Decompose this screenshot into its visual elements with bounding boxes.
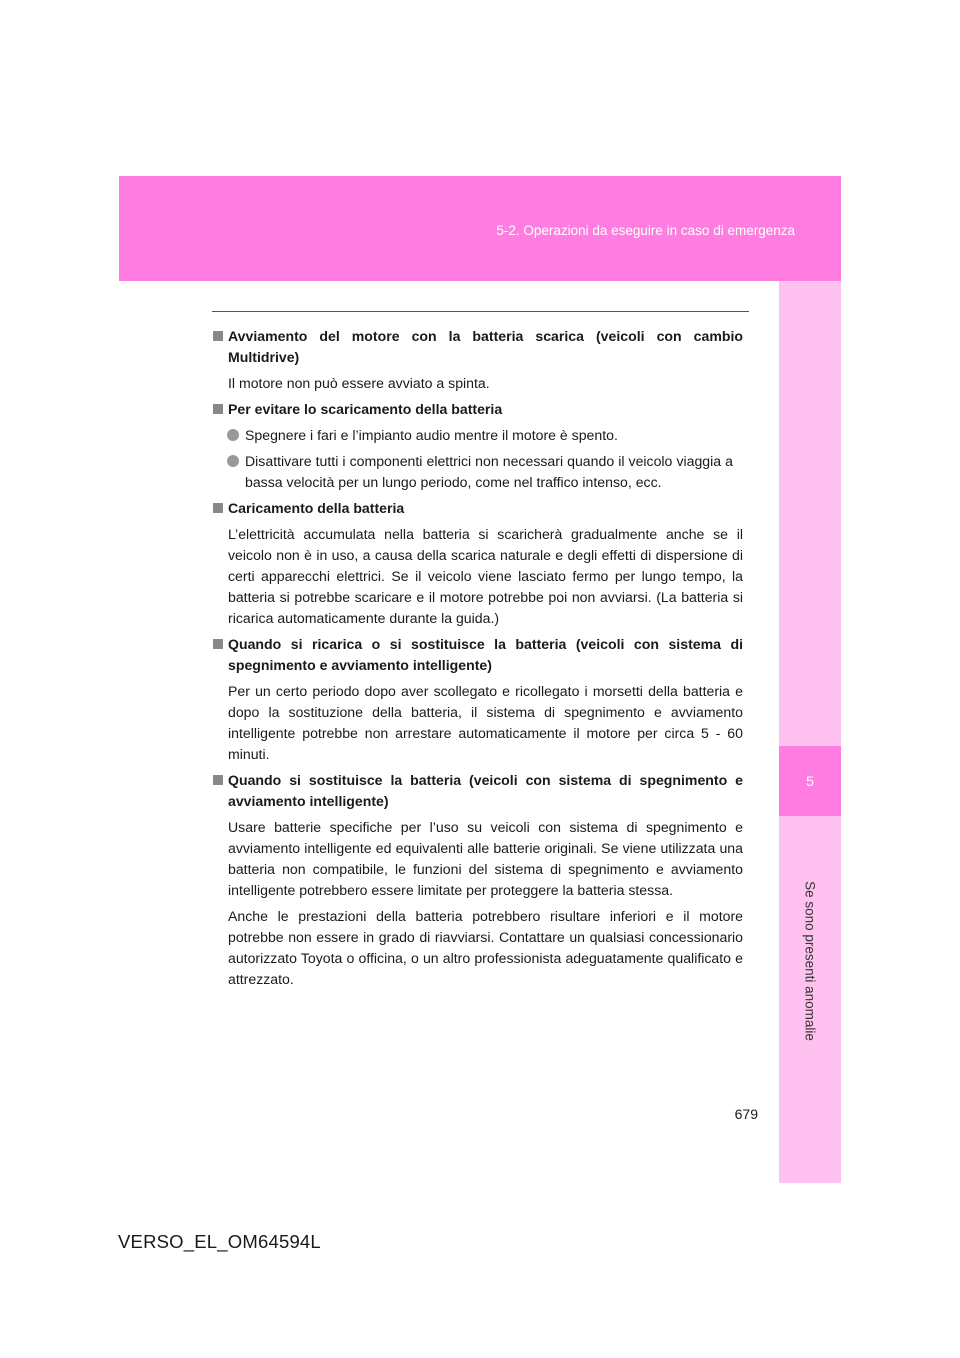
- page-number: 679: [734, 1106, 758, 1122]
- section-heading: [212, 326, 743, 368]
- chapter-title: Se sono presenti anomalie: [802, 881, 818, 1041]
- chapter-side-strip: [779, 281, 841, 1183]
- chapter-number: 5: [806, 773, 814, 789]
- chapter-tab[interactable]: [779, 746, 841, 816]
- body-paragraph: Anche le prestazioni della batteria potrebbero risultare inferiori e il motore potrebbe non essere in grado di riavviarsi. Contattare un qualsiasi concessionario autorizzato Toyota o officina, o un altro professionista adeguatamente qualificato e attrezzato.: [228, 908, 743, 987]
- square-bullet-icon: [213, 331, 223, 341]
- body-paragraph: Il motore non può essere avviato a spinta.: [228, 375, 490, 391]
- bullet-text: Disattivare tutti i componenti elettrici non necessari quando il veicolo viaggia a bassa velocità per un lungo periodo, come nel traffico intenso, ecc.: [245, 453, 733, 490]
- section-divider: [212, 311, 749, 312]
- body-paragraph: Per un certo periodo dopo aver scollegato e ricollegato i morsetti della batteria e dopo la sostituzione della batteria, il sistema di spegnimento e avviamento intelligente potrebbe non arrestare automaticamente il motore per circa 5 - 60 minuti.: [228, 683, 743, 762]
- square-bullet-icon: [213, 404, 223, 414]
- section-heading: [212, 770, 743, 812]
- bullet-item: [212, 451, 743, 493]
- body-paragraph: Usare batterie specifiche per l’uso su veicoli con sistema di spegnimento e avviamento intelligente ed equivalenti alle batterie originali. Se viene utilizzata una batteria non compatibile, le funzioni del sistema di spegnimento e avviamento intelligente potrebbero essere limitate per proteggere la batteria stessa.: [228, 819, 743, 898]
- bullet-text: Spegnere i fari e l’impianto audio mentre il motore è spento.: [245, 427, 618, 443]
- page-content: [212, 326, 743, 995]
- header-band: [119, 176, 841, 281]
- heading-text: Quando si ricarica o si sostituisce la batteria (veicoli con sistema di spegnimento e avviamento intelligente): [228, 636, 743, 673]
- circle-bullet-icon: [227, 455, 239, 467]
- heading-text: Per evitare lo scaricamento della batteria: [228, 401, 503, 417]
- circle-bullet-icon: [227, 429, 239, 441]
- square-bullet-icon: [213, 503, 223, 513]
- section-heading: [212, 634, 743, 676]
- body-paragraph: L’elettricità accumulata nella batteria si scaricherà gradualmente anche se il veicolo non è in uso, a causa della scarica naturale e degli effetti di dispersione di certi apparecchi elettrici. Se il veicolo viene lasciato fermo per lungo tempo, la batteria si potrebbe scaricare e il motore potrebbe poi non avviarsi. (La batteria si ricarica automaticamente durante la guida.): [228, 526, 743, 626]
- heading-text: Avviamento del motore con la batteria scarica (veicoli con cambio Multidrive): [228, 328, 743, 365]
- document-code: VERSO_EL_OM64594L: [118, 1231, 321, 1252]
- section-title: 5-2. Operazioni da eseguire in caso di emergenza: [496, 223, 795, 238]
- heading-text: Caricamento della batteria: [228, 500, 405, 516]
- bullet-item: [212, 425, 743, 446]
- section-heading: [212, 498, 743, 519]
- square-bullet-icon: [213, 639, 223, 649]
- heading-text: Quando si sostituisce la batteria (veicoli con sistema di spegnimento e avviamento intelligente): [228, 772, 743, 809]
- section-heading: [212, 399, 743, 420]
- square-bullet-icon: [213, 775, 223, 785]
